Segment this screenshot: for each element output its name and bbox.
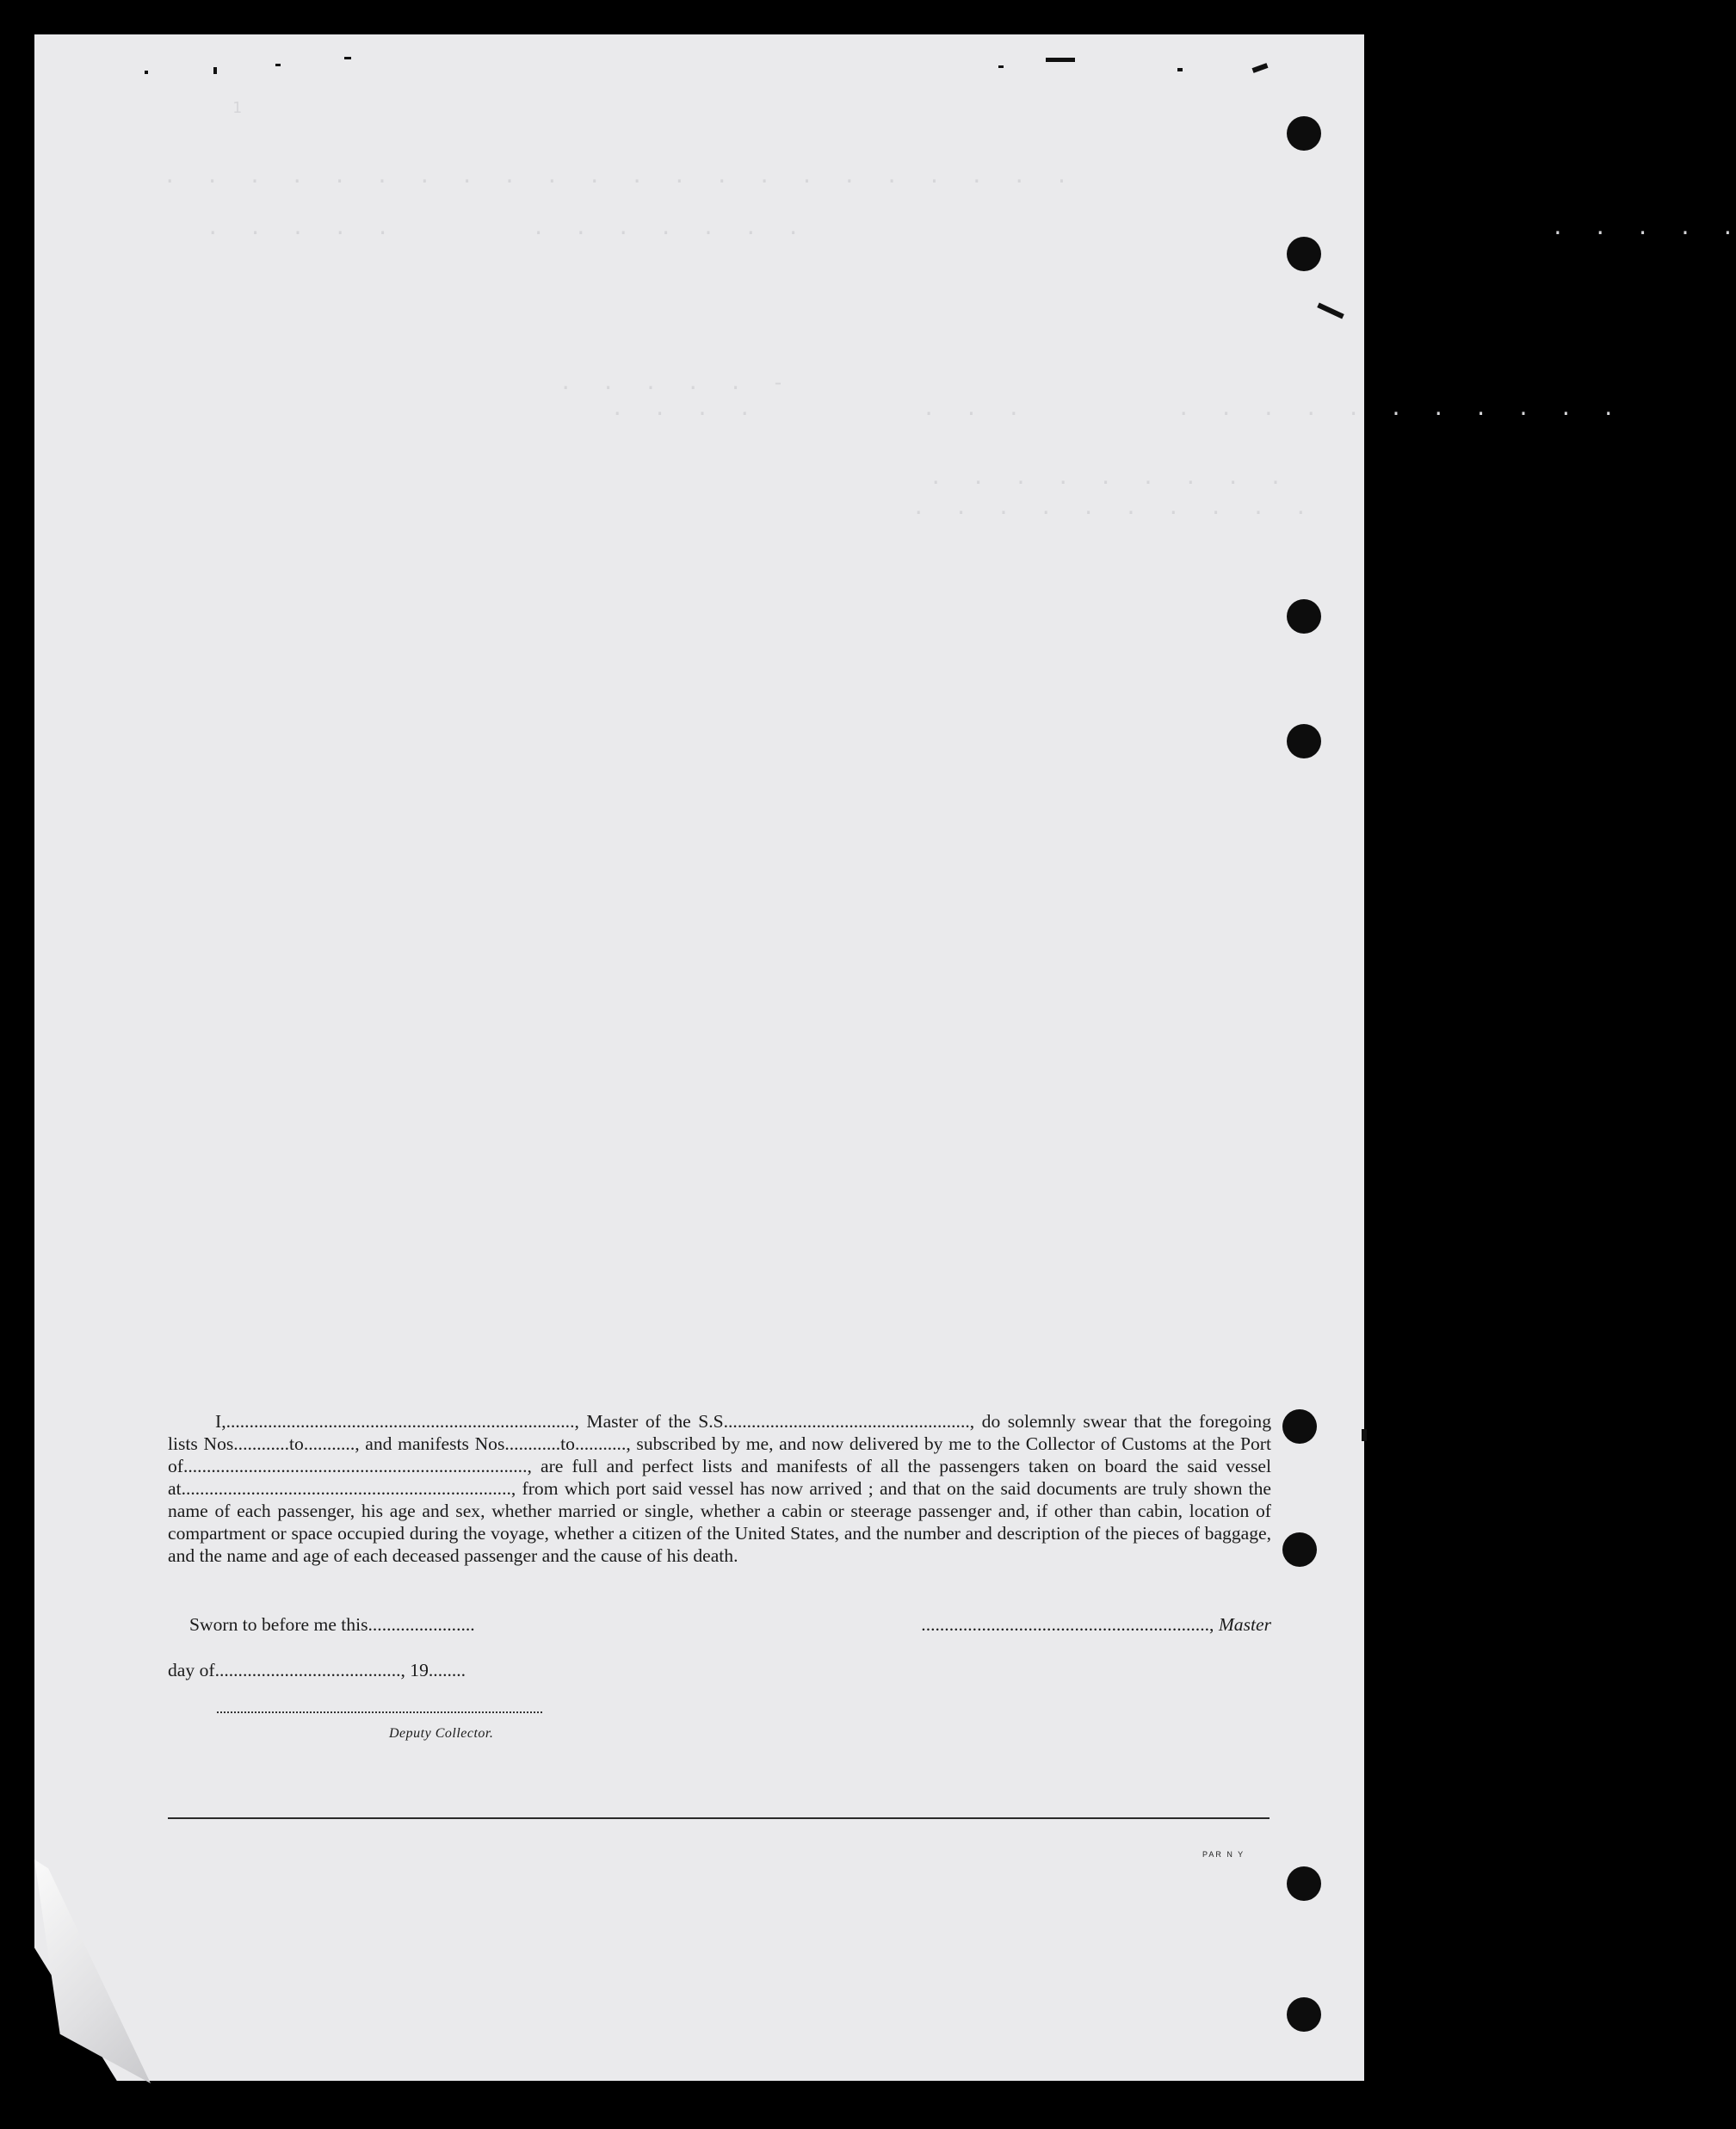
bleed-through-text: . . . . . . . . .	[930, 465, 1284, 489]
deputy-collector-label: Deputy Collector.	[389, 1726, 494, 1741]
scan-speck	[1362, 1429, 1367, 1441]
bleed-through-text: . . . . . . . . . . . . . . . . .	[207, 215, 1736, 239]
scan-speck	[275, 64, 281, 66]
bleed-through-text: . . . . . . . . . . . . . . . . . .	[611, 396, 1616, 420]
bleed-through-text: 1	[232, 99, 244, 117]
punch-hole	[1287, 237, 1321, 271]
scan-speck	[145, 71, 148, 74]
paper-sheet	[34, 34, 1364, 2081]
deputy-signature-line	[217, 1711, 542, 1713]
punch-hole	[1287, 1866, 1321, 1901]
scan-speck	[1046, 58, 1075, 62]
sworn-line: Sworn to before me this.......................	[189, 1614, 475, 1635]
bleed-through-text: . . . . . -	[559, 370, 787, 394]
bleed-through-text: . . . . . . . . . . . . . . . . . . . . . .	[164, 164, 1070, 188]
oath-paragraph	[168, 1410, 1271, 1567]
punch-hole	[1287, 1997, 1321, 2032]
bleed-through-text: . . . . . . . . . .	[912, 495, 1309, 519]
punch-hole	[1282, 1532, 1317, 1567]
punch-hole	[1282, 1409, 1317, 1444]
punch-hole	[1287, 116, 1321, 151]
scan-speck	[213, 67, 217, 74]
day-of-line: day of........................................, 19........	[168, 1660, 466, 1680]
punch-hole	[1287, 724, 1321, 758]
horizontal-rule	[168, 1817, 1270, 1819]
printer-mark: PAR N Y	[1202, 1850, 1245, 1859]
punch-hole	[1287, 599, 1321, 634]
scan-speck	[1177, 68, 1183, 71]
scan-speck	[344, 57, 351, 59]
oath-text: I,..........................................................................., Master of the S.S....................................................., do solemnly swear that the foregoing lists Nos............to..........., and manifests Nos............to..........., subscribed by me, and now delivered by me to the Collector of Customs at the Port of.........................................................................., are full and perfect lists and manifests of all the passengers taken on board the said vessel at......................................................................., from which port said vessel has now arrived ; and that on the said documents are truly shown the name of each passenger, his age and sex, whether married or single, whether a cabin or steerage passenger and, if other than cabin, location of compartment or space occupied during the voyage, whether a citizen of the United States, and the number and description of the pieces of baggage, and the name and age of each deceased passenger and the cause of his death.	[168, 1411, 1271, 1566]
master-signature-dots: ..............................................................,	[921, 1614, 1214, 1635]
scan-speck	[998, 65, 1004, 68]
master-label: Master	[1218, 1614, 1271, 1635]
master-signature-line	[921, 1614, 1271, 1636]
